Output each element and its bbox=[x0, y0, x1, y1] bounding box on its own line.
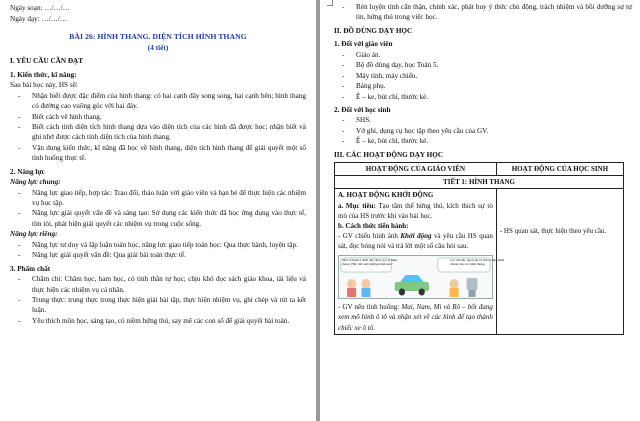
student-materials-list bbox=[334, 115, 632, 146]
list-item: - Ê – ke, bút chì, thước kẻ. bbox=[356, 136, 632, 146]
step-text: - GV nêu tình huống: bbox=[338, 303, 402, 312]
right-page bbox=[320, 0, 640, 421]
list-item: - Bảng phụ. bbox=[356, 81, 632, 91]
list-item: - Máy tính, máy chiếu. bbox=[356, 71, 632, 81]
section-objectives: I. YÊU CẦU CẦN ĐẠT bbox=[10, 57, 84, 66]
speech-bubble-right: Các em hãy quan sát và tìm ra đặc điểm chung của các hình thang. bbox=[450, 258, 505, 267]
date-lines bbox=[10, 3, 306, 25]
step-emphasis: Khởi động bbox=[400, 231, 432, 240]
prep-date: Ngày soạn: …/…/… bbox=[10, 4, 70, 12]
lesson-row: TIẾT 1: HÌNH THANG bbox=[335, 176, 624, 189]
list-item: - Năng lực giải quyết vấn đề: Qua giải bài toán thực tế. bbox=[32, 250, 306, 260]
lesson-duration: (4 tiết) bbox=[147, 42, 169, 52]
list-item: - Bộ đồ dùng dạy, học Toán 5. bbox=[356, 60, 632, 70]
goal-text: Tạo tâm thế hứng thú, kích thích sự tò mò của HS trước khi vào bài học. bbox=[338, 201, 493, 220]
subsection-qualities: 3. Phẩm chất bbox=[10, 264, 51, 273]
page-corner-mark bbox=[327, 0, 333, 6]
list-item: - SHS. bbox=[356, 115, 632, 125]
subsection-knowledge: 1. Kiến thức, kĩ năng: bbox=[10, 70, 77, 79]
qualities-continued-list bbox=[334, 2, 632, 23]
table-row bbox=[335, 176, 624, 189]
section-materials: II. ĐỒ DÙNG DẠY HỌC bbox=[334, 26, 413, 35]
subsection-teacher-materials: 1. Đối với giáo viên bbox=[334, 40, 393, 49]
student-column-header: HOẠT ĐỘNG CỦA HỌC SINH bbox=[496, 163, 623, 176]
list-item: - Ê – ke, bút chì, thước kẻ. bbox=[356, 92, 632, 102]
warmup-illustration bbox=[338, 255, 505, 299]
list-item: - Rèn luyện tính cẩn thận, chính xác, phát huy ý thức chủ động, trách nhiệm và bồi dưỡng sự tự tin, hứng thú trong việc học. bbox=[356, 2, 632, 23]
general-competence-list bbox=[10, 188, 306, 230]
list-item: - Yêu thích môn học, sáng tạo, có niềm hứng thú, say mê các con số để giải quyết bài toán. bbox=[32, 316, 306, 326]
warmup-heading: A. HOẠT ĐỘNG KHỞI ĐỘNG bbox=[338, 191, 434, 200]
subsection-competence: 2. Năng lực bbox=[10, 167, 45, 176]
teacher-materials-list bbox=[334, 50, 632, 102]
left-page bbox=[0, 0, 316, 421]
warmup-goal bbox=[338, 201, 493, 221]
list-item: - Giáo án. bbox=[356, 50, 632, 60]
goal-label: a. Mục tiêu: bbox=[338, 201, 376, 210]
list-item: - Biết cách tính diện tích hình thang dựa vào diện tích của các hình đã được học; nhận biết và ghi nhớ được cách tính diện tích của hình thang. bbox=[32, 122, 306, 143]
list-item: - Năng lực giao tiếp, hợp tác: Trao đổi, thảo luận với giáo viên và bạn bè để thực hiện các nhiệm vụ học tập. bbox=[32, 188, 306, 209]
step-emphasis: Mai, Nam, Mi và Rô – bốt đang xem mô hình ô tô và nhận xét về các hình để tạo thành chiếc xe ô tô. bbox=[338, 303, 493, 332]
list-item: - Vận dụng kiến thức, kĩ năng đã học về hình thang, diện tích hình thang để giải quyết một số tình huống thực tế. bbox=[32, 143, 306, 164]
student-step-1: - HS quan sát, thực hiện theo yêu cầu. bbox=[499, 227, 607, 236]
list-item: - Năng lực tư duy và lập luận toán học, năng lực giao tiếp toán học: Qua thực hành, luyện tập. bbox=[32, 240, 306, 250]
specific-competence-list bbox=[10, 240, 306, 261]
speech-bubble-left: Một số hình ở dưới đây được gọi là hình thang. Hãy tìm xem những hình nào? bbox=[342, 258, 397, 267]
list-item: - Trung thực: trung thực trong thực hiện giải bài tập, thực hiện nhiệm vụ, ghi chép và rút ra kết luận. bbox=[32, 295, 306, 316]
table-row bbox=[335, 189, 624, 334]
list-item: - Năng lực giải quyết vấn đề và sáng tạo: Sử dụng các kiến thức đã học ứng dụng vào thực tế, tìm tòi, phát hiện giải quyết các nhiệm vụ trong cuộc sống. bbox=[32, 208, 306, 229]
list-item: - Nhận biết được đặc điểm của hình thang: có hai cạnh đáy song song, hai cạnh bên; hình thang có đường cao vuông góc với hai đáy. bbox=[32, 91, 306, 112]
qualities-list bbox=[10, 274, 306, 326]
knowledge-list bbox=[10, 91, 306, 164]
teach-date: Ngày dạy: …/…/… bbox=[10, 15, 68, 24]
general-competence-heading: Năng lực chung: bbox=[10, 178, 61, 187]
knowledge-intro: Sau bài học này, HS sẽ: bbox=[10, 81, 78, 90]
subsection-student-materials: 2. Đối với học sinh bbox=[334, 105, 391, 114]
procedure-label: b. Cách thức tiến hành: bbox=[338, 221, 409, 230]
lesson-title: BÀI 26: HÌNH THANG. DIỆN TÍCH HÌNH THANG bbox=[69, 32, 247, 42]
section-activities: III. CÁC HOẠT ĐỘNG DẠY HỌC bbox=[334, 150, 444, 159]
teacher-column-header: HOẠT ĐỘNG CỦA GIÁO VIÊN bbox=[335, 163, 497, 176]
teacher-step-2 bbox=[338, 302, 493, 332]
specific-competence-heading: Năng lực riêng: bbox=[10, 230, 58, 239]
step-text: - GV chiếu hình ảnh bbox=[338, 231, 401, 240]
student-activity-cell bbox=[496, 189, 623, 334]
list-item: - Biết cách vẽ hình thang. bbox=[32, 112, 306, 122]
table-header-row bbox=[335, 163, 624, 176]
teacher-activity-cell bbox=[335, 189, 505, 334]
activities-table bbox=[334, 162, 624, 335]
step-text: và yêu cầu HS quan sát, đọc bóng nói và trả lời một số câu hỏi sau. bbox=[338, 231, 493, 251]
teacher-step-1 bbox=[338, 231, 493, 251]
list-item: - Chăm chỉ: Chăm học, ham học, có tinh thần tự học; chịu khó đọc sách giáo khoa, tài liệu và thực hiện các nhiệm vụ cá nhân. bbox=[32, 274, 306, 295]
list-item: - Vở ghi, dụng cụ học tập theo yêu cầu của GV. bbox=[356, 126, 632, 136]
